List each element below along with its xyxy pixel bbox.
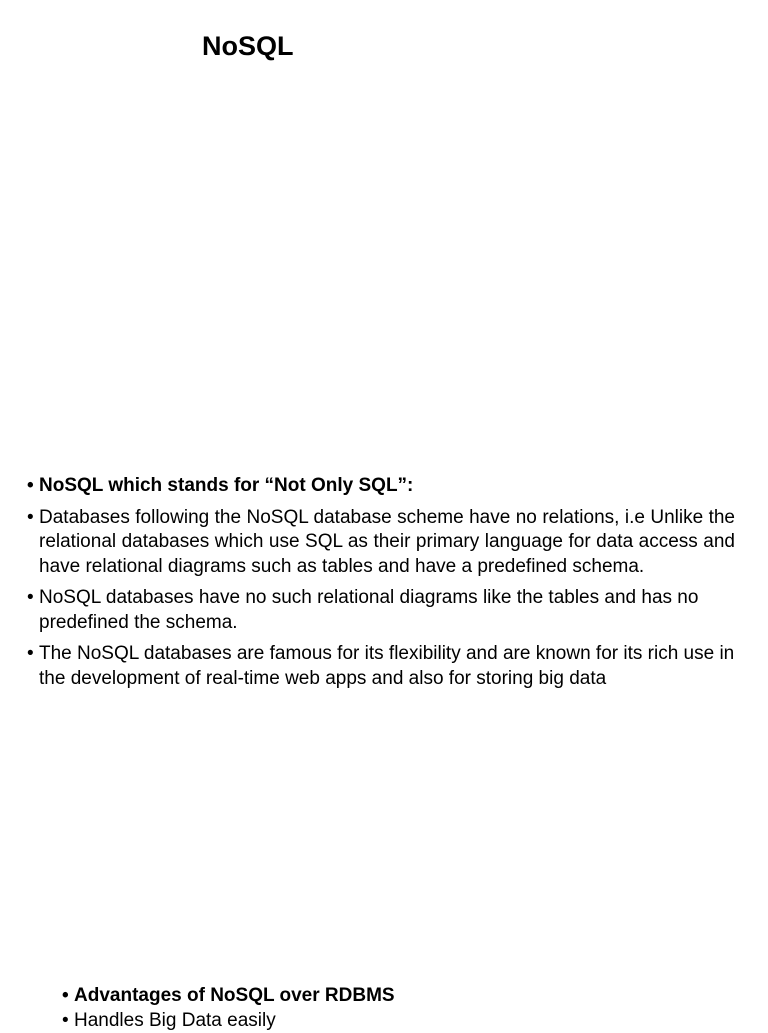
list-item-text: The NoSQL databases are famous for its flexibility and are known for its rich use in the development of real-time web apps and also for storing big data [39,643,734,689]
list-item [27,506,735,580]
list-item-text: Advantages of NoSQL over RDBMS [74,985,395,1006]
advantages-bullet-list [62,984,742,1033]
list-item-text: NoSQL which stands for “Not Only SQL”: [39,475,413,496]
list-item [27,586,735,635]
list-item-text: Databases following the NoSQL database scheme have no relations, i.e Unlike the relational databases which use SQL as their primary language for data access and have relational diagrams such as tables and have a predefined schema. [39,507,735,577]
list-item-text: NoSQL databases have no such relational diagrams like the tables and has no predefined the schema. [39,587,698,633]
list-item [27,474,735,499]
bullet-icon: • [27,586,34,611]
list-item [62,1009,742,1033]
page-title: NoSQL [202,28,294,64]
main-bullet-list [27,474,735,698]
bullet-icon: • [27,506,34,531]
list-item [27,642,735,691]
bullet-icon: • [62,984,69,1009]
list-item-text: Handles Big Data easily [74,1010,276,1031]
bullet-icon: • [27,474,34,499]
list-item [62,984,742,1009]
bullet-icon: • [62,1009,69,1033]
bullet-icon: • [27,642,34,667]
